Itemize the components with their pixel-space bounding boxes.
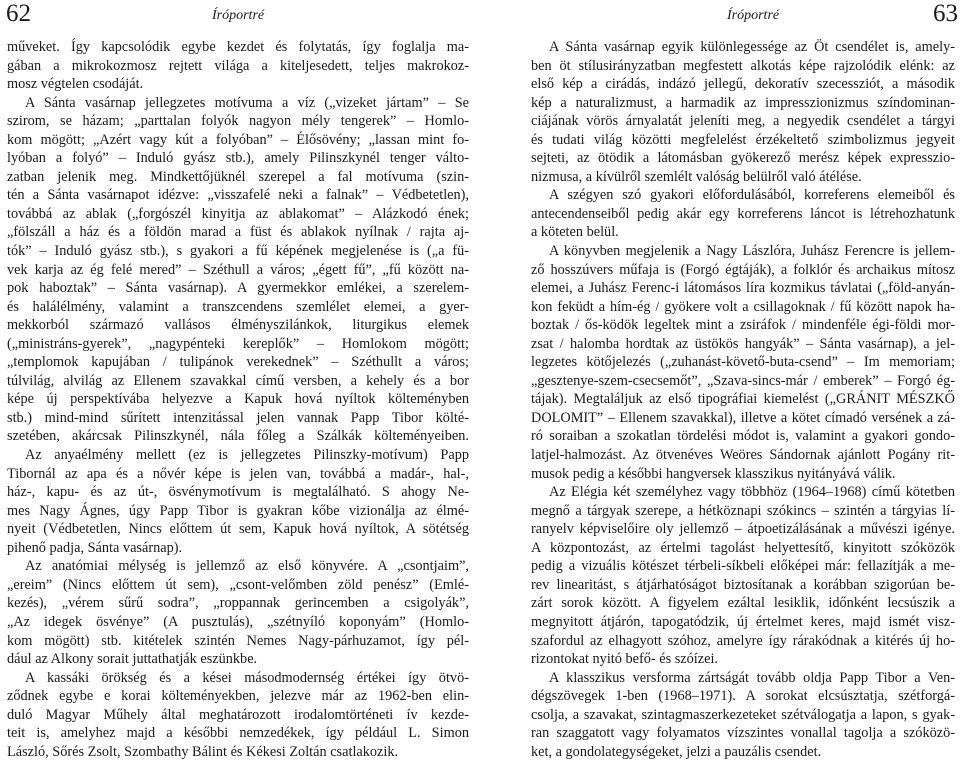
text-line: nizmusa, a kívülről szemlélt valóság belülről való átélése. <box>531 168 862 185</box>
text-line: és tudati világ közötti megfelelést érzékeltető szimbolizmus jegyeit <box>531 131 955 148</box>
text-line: elemei, a Juhász Ferenc-i látomásos líra kozmikus távlatai („föld-anyán- <box>531 280 955 297</box>
text-line: pedig a vizuális kötészet térbeli-síkbeli előképei már: fellazítják a me- <box>531 558 955 575</box>
text-line: „fölszáll a ház és a földön marad a füst és ablakok nyílnak / rajta aj- <box>7 224 469 241</box>
page-number: 62 <box>6 0 31 27</box>
text-line: zsat / halomba hordtak az üstökös hangyák” – Sánta vasárnap), a jel- <box>531 335 955 352</box>
running-title: Íróportré <box>727 8 780 23</box>
left-text-column <box>7 38 469 761</box>
right-page <box>484 0 960 760</box>
left-page <box>0 0 476 760</box>
text-line: túlvilág, alvilág az Ellenem szavakkal című versben, a kehely és a bor <box>7 372 469 389</box>
text-line: mekkorból származó vallásos élményszilánkok, liturgikus elemek <box>7 317 469 334</box>
text-line: képe új perspektívába helyezve a Kapuk hová nyíltok költeményben <box>7 391 469 408</box>
text-line: legzetes kötőjelezés („zuhanást-követő-buta-csend” – Im memoriam; <box>531 354 955 371</box>
text-line: A Sánta vasárnap jellegzetes motívuma a víz („vizeket jártam” – Se <box>25 94 469 111</box>
text-line: A kassáki örökség és a kései másodmodernség értékei így ötvö- <box>25 669 469 686</box>
text-line: pihenő padja, Sánta vasárnap). <box>7 539 183 556</box>
text-line: stb.) mind-mind sűrített intenzitással jelen vannak Papp Tibor költé- <box>7 409 469 426</box>
text-line: ket, a gondolategységeket, jelzi a pauzális csendet. <box>531 743 822 760</box>
text-line: antecendenseiből pedig akár egy korreferens láncot is létrehozhatunk <box>531 205 955 222</box>
text-line: ben öt stílusirányzatban megfestett alkotás képe rajzolódik elénk: az <box>531 57 955 74</box>
text-line: kom mögött; „Azért vagy kút a folyóban” – Élősövény; „lassan mint fo- <box>7 131 469 148</box>
text-line: A könyvben megjelenik a Nagy Lászlóra, Juhász Ferencre is jellem- <box>549 243 955 260</box>
text-line: zatban jelenik meg. Mindkettőjüknél szerepel a fal motívuma (szin- <box>7 168 469 185</box>
page-number: 63 <box>933 0 958 27</box>
text-line: ranyelv képviselőire oly jellemző – átpoetizálásának a művészi igénye. <box>531 521 955 538</box>
text-line: latjel-halmozást. Az ötvenéves Weöres Sándornak ajánlott Pogány rit- <box>531 447 955 464</box>
text-line: „gesztenye-szem-csecsemőt”, „Szava-sincs-már / emberek” – Forgó ég- <box>531 372 955 389</box>
text-line: dául az Alkony sorait juttathatják eszünkbe. <box>7 651 258 668</box>
text-line: rizontokat nyitó befő- és szóízei. <box>531 651 718 668</box>
text-line: tájak). Megtaláljuk az első tipográfiai kiemelést („GRÁNIT MÉSZKŐ <box>531 391 955 408</box>
text-line: tók” – Induló gyász stb.), s gyakori a fű képének megjelenése is („a fü- <box>7 243 469 260</box>
text-line: dégszövegek 1-ben (1968–1971). A sorokat elcsúsztatja, szétforgá- <box>531 688 955 705</box>
text-line: „templomok kapujában / tulipánok verekednek” – Széthullt a város; <box>7 354 469 371</box>
right-text-column <box>531 38 955 761</box>
text-line: a köteten belül. <box>531 224 619 241</box>
text-line: pok haboztak” – Sánta vasárnap). A gyermekkor emlékei, a szerelem- <box>7 280 469 297</box>
text-line: szetében, akárcsak Pilinszkynél, nála főleg a Szálkák költeményeiben. <box>7 428 469 445</box>
running-title: Íróportré <box>212 8 265 23</box>
text-line: ző hosszúvers műfaja is (Forgó égtáják), a folklór és archaikus mítosz <box>531 261 955 278</box>
text-line: továbbá az ablak („forgószél kinyitja az ablakomat” – Alázkodó ének; <box>7 205 469 222</box>
text-line: csolja, a szavakat, szintagmaszerkezeteket szétválogatja a lapon, s gyak- <box>531 706 955 723</box>
text-line: ró soraiban a szokatlan tördelési módot is, valamint a gyakori gondo- <box>531 428 955 445</box>
text-line: ződnek egybe e korai költeményekben, jelezve már az 1962-ben elin- <box>7 688 469 705</box>
right-page-header <box>484 2 960 30</box>
text-line: teit is, amelyhez majd a későbbi nemzedékek, így például L. Simon <box>7 725 469 742</box>
text-line: megnyitott átjárón, tapogatódzik, új értelmet keres, majd ismét visz- <box>531 613 955 630</box>
text-line: mosz végtelen csodáját. <box>7 76 144 93</box>
text-line: Az anatómiai mélység is jellemző az első könyvére. A „csontjaim”, <box>25 558 469 575</box>
text-line: szafordul az elhagyott szóhoz, amelyre így rárakódnak a kitérés új ho- <box>531 632 955 649</box>
text-line: duló Magyar Műhely által meghatározott irodalomtörténeti ív kezde- <box>7 706 469 723</box>
text-line: szirom, se házam; „parttalan folyók nagyon mély tengerek” – Homlo- <box>7 113 469 130</box>
text-line: zárt sorok között. A figyelem ezáltal lesiklik, időnként lecsúszik a <box>531 595 955 612</box>
text-line: A Sánta vasárnap egyik különlegessége az Öt csendélet is, amely- <box>549 39 955 55</box>
text-line: első kép a cirádás, indázó jellegű, dekoratív szecessziót, a második <box>531 76 955 93</box>
text-line: ciájának vörös árnyalatát jeleníti meg, a negyedik csendélet a tárgyi <box>531 113 955 130</box>
text-line: A klasszikus versforma zártságát tovább oldja Papp Tibor a Ven- <box>549 669 955 686</box>
text-line: kon feküdt a hím-ég / gyökere volt a csillagoknak / fű között napok ha- <box>531 298 955 315</box>
left-page-header <box>0 2 476 30</box>
text-line: „ereim” (Nincs előttem út sem), „csont-velőmben zöld penész” (Emlé- <box>7 576 469 593</box>
text-line: megnő a tárgyak szerepe, a hétköznapi szókincs – szintén a tárgyias lí- <box>531 502 955 519</box>
text-line: sejteti, az ötödik a látomásban gyökerező merész képek expresszio- <box>531 150 955 167</box>
text-line: mes Nagy Ágnes, úgy Papp Tibor is gyakran kőbe vizionálja az élmé- <box>7 502 469 519</box>
text-line: műveket. Így kapcsolódik egybe kezdet és folytatás, így foglalja ma- <box>7 39 469 55</box>
text-line: „Az idegek ösvénye” (A pusztulás), „szétnyíló koponyám” (Homlo- <box>7 613 469 630</box>
text-line: Tibornál az apa és a nővér képe is jelen van, továbbá a madár-, hal-, <box>7 465 469 482</box>
text-line: kép a naturalizmust, a harmadik az impresszionizmus színdominan- <box>531 94 955 111</box>
text-line: rev linearitást, s átjárhatóságot biztosítanak a korábban szigorúan be- <box>531 576 955 593</box>
text-line: A központozást, az értelmi tagolást helyettesítő, kinyitott szóközök <box>531 539 955 556</box>
text-line: A szégyen szó gyakori előfordulásából, korreferens elemeiből és <box>549 187 955 204</box>
text-line: gában a mikrokozmosz rejtett világa a kiteljesedett, teljes makrokoz- <box>7 57 469 74</box>
text-line: László, Sőrés Zsolt, Szombathy Bálint és Kékesi Zoltán csatlakozik. <box>7 743 399 760</box>
text-line: („ministráns-gyerek”, „nagypénteki kereplők” – Homlokom mögött; <box>7 335 469 352</box>
text-line: vek karja az ég felé mered” – Széthull a város; „égett fű”, „fű között na- <box>7 261 469 278</box>
text-line: Az Elégia két személyhez vagy többhöz (1964–1968) című kötetben <box>549 484 955 501</box>
text-line: DOLOMIT” – Ellenem szavakkal), illetve a kötet címadó versének a zá- <box>531 409 955 426</box>
text-line: musok pedig a későbbi hangversek klasszikus nyitányává válik. <box>531 465 896 482</box>
text-line: ház-, kapu- és az út-, ösvénymotívum is megtalálható. S ahogy Ne- <box>7 484 469 501</box>
text-line: kezés), „vérem sűrű sodra”, „roppannak gerincemben a csigolyák”, <box>7 595 469 612</box>
text-line: boztak / ős-ködök legeltek mint a zsiráfok / mindenféle égi-földi mor- <box>531 317 955 334</box>
text-line: ran szaggatott vagy folyamatos vízszintes vonallal tagolja a szóközö- <box>531 725 955 742</box>
text-line: kom mögött) stb. kitételek szintén Nemes Nagy-párhuzamot, így pél- <box>7 632 469 649</box>
text-line: nyeit (Védbetetlen, Nincs előttem út sem, Kapuk hová nyíltok, A sötétség <box>7 521 469 538</box>
text-line: lyóban a folyó” – Induló gyász stb.), amely Pilinszkynél tenger válto- <box>7 150 469 167</box>
text-line: tén a Sánta vasárnapot idézve: „visszafelé neki a falnak” – Védbetetlen), <box>7 187 469 204</box>
text-line: és halálélmény, valamint a transzcendens szemlélet elemei, a gyer- <box>7 298 469 315</box>
text-line: Az anyaélmény mellett (ez is jellegzetes Pilinszky-motívum) Papp <box>25 447 469 464</box>
